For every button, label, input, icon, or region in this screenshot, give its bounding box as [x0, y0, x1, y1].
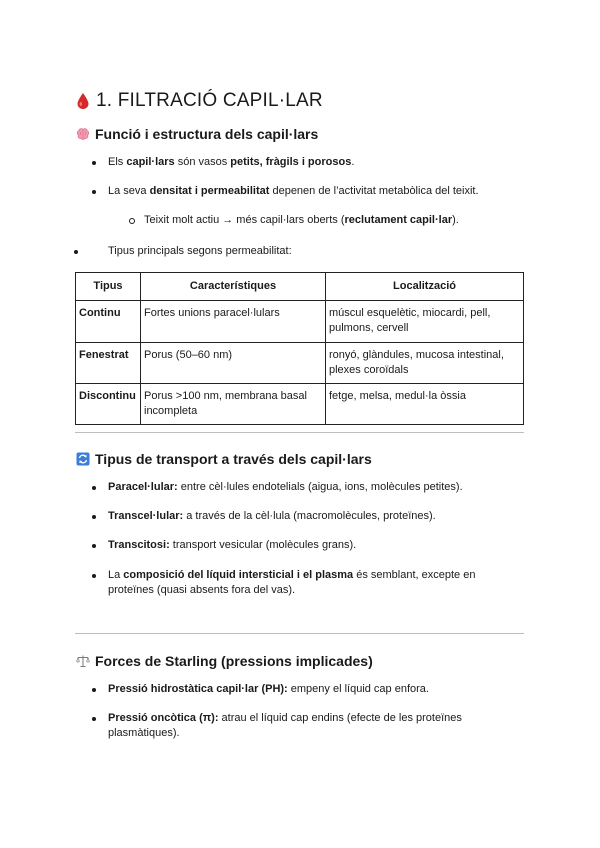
section-heading-structure	[76, 126, 318, 142]
bullet-dot	[92, 717, 96, 721]
bullet-dot	[92, 161, 96, 165]
text-run: atrau el líquid cap endins (efecte de les proteïnes plasmàtiques).	[108, 712, 462, 739]
bold-term: reclutament capil·lar	[344, 214, 453, 226]
page-title-text: 1. FILTRACIÓ CAPIL·LAR	[96, 90, 323, 111]
bold-term: Pressió oncòtica (π):	[108, 712, 219, 724]
text-run: La	[108, 569, 124, 581]
page-title	[76, 90, 323, 112]
bullet-dot	[92, 574, 96, 578]
bullet-dot	[92, 190, 96, 194]
table-header: Característiques	[141, 273, 326, 301]
bullet-dot	[92, 688, 96, 692]
bold-term: petits, fràgils i porosos	[230, 156, 352, 168]
text-run: empeny el líquid cap enfora.	[287, 683, 429, 695]
permeability-table	[75, 272, 524, 425]
list-item	[108, 155, 354, 170]
table-header: Tipus	[76, 273, 141, 301]
list-item: Tipus principals segons permeabilitat:	[108, 245, 292, 257]
table-cell-location: ronyó, glàndules, mucosa intestinal, plexes coroïdals	[326, 343, 524, 384]
text-run: .	[351, 156, 355, 168]
table-cell-location: múscul esquelètic, miocardi, pell, pulmons, cervell	[326, 301, 524, 343]
bullet-dot	[92, 544, 96, 548]
table-cell-type: Discontinu	[76, 384, 141, 425]
bold-term: composició del líquid intersticial i el plasma	[123, 569, 354, 581]
table-header: Localització	[326, 273, 524, 301]
table-row	[76, 384, 524, 425]
list-item	[108, 184, 479, 199]
bold-term: capil·lars	[126, 156, 175, 168]
section-heading-transport	[76, 451, 372, 467]
table-cell-characteristics: Porus (50–60 nm)	[141, 343, 326, 384]
section-heading-text: Funció i estructura dels capil·lars	[95, 126, 319, 142]
table-row	[76, 301, 524, 343]
list-item	[108, 568, 488, 598]
table-cell-characteristics: Fortes unions paracel·lulars	[141, 301, 326, 343]
text-run: són vasos	[174, 156, 231, 168]
text-run: entre cèl·lules endotelials (aigua, ions, molècules petites).	[177, 481, 463, 493]
text-run: Els	[108, 156, 127, 168]
text-run: a través de la cèl·lula (macromolècules, proteïnes).	[183, 510, 436, 522]
arrows-cycle-icon	[76, 452, 90, 466]
text-run: és semblant, excepte en proteïnes (quasi absents fora del vas).	[108, 569, 476, 596]
section-heading-starling	[76, 653, 373, 669]
text-run: transport vesicular (molècules grans).	[169, 539, 357, 551]
table-header-row	[76, 273, 524, 301]
table-cell-characteristics: Porus >100 nm, membrana basal incompleta	[141, 384, 326, 425]
horizontal-divider	[75, 432, 524, 433]
sub-list-item	[144, 213, 459, 228]
bullet-dot	[92, 486, 96, 490]
bullet-dot	[74, 250, 78, 254]
bold-term: Transcitosi:	[108, 539, 170, 551]
section-heading-text: Forces de Starling (pressions implicades)	[95, 653, 373, 669]
bold-term: Paracel·lular:	[108, 481, 178, 493]
table-cell-type: Fenestrat	[76, 343, 141, 384]
text-run: ).	[452, 214, 459, 226]
list-item	[108, 682, 429, 697]
list-item	[108, 538, 356, 553]
sub-bullet-circle	[129, 218, 135, 224]
bold-term: densitat i permeabilitat	[149, 185, 270, 197]
table-row	[76, 343, 524, 384]
text-run: Teixit molt actiu → més capil·lars oberts (	[144, 214, 345, 226]
bold-term: Pressió hidrostàtica capil·lar (PH):	[108, 683, 288, 695]
list-item	[108, 509, 436, 524]
table-cell-location: fetge, melsa, medul·la òssia	[326, 384, 524, 425]
bold-term: Transcel·lular:	[108, 510, 184, 522]
horizontal-divider	[75, 633, 524, 634]
section-heading-text: Tipus de transport a través dels capil·lars	[95, 451, 372, 467]
list-item	[108, 480, 463, 495]
bullet-dot	[92, 515, 96, 519]
brain-icon	[76, 127, 90, 141]
table-cell-type: Continu	[76, 301, 141, 343]
list-item	[108, 711, 478, 741]
text-run: La seva	[108, 185, 150, 197]
balance-scale-icon	[76, 654, 90, 668]
blood-drop-icon	[76, 92, 90, 110]
text-run: depenen de l’activitat metabòlica del teixit.	[269, 185, 479, 197]
